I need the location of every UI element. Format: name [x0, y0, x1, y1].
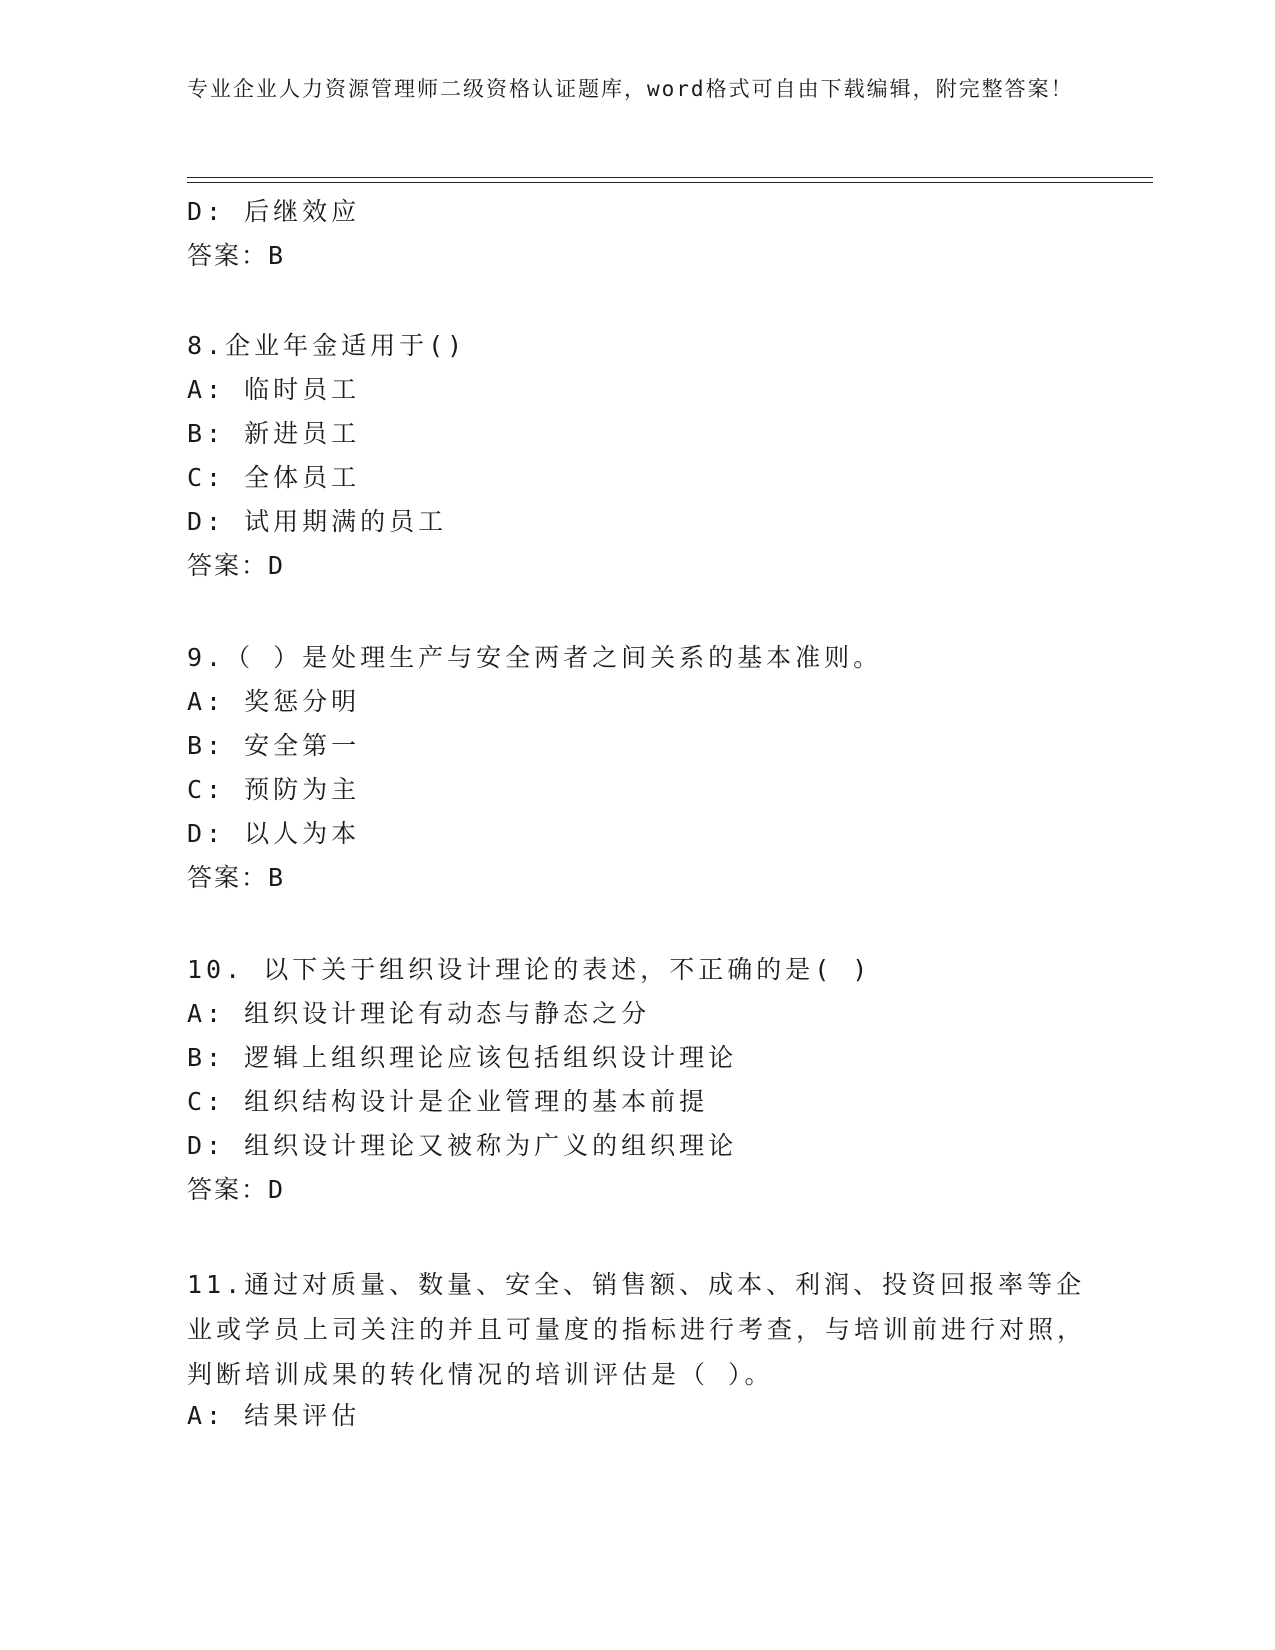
question-8-option-c: C: 全体员工 [187, 463, 361, 492]
question-11-option-a: A: 结果评估 [187, 1401, 361, 1430]
question-9-option-c: C: 预防为主 [187, 775, 361, 804]
question-10-option-d: D: 组织设计理论又被称为广义的组织理论 [187, 1131, 738, 1160]
question-8-option-d: D: 试用期满的员工 [187, 507, 448, 536]
header-divider-bottom [187, 182, 1153, 183]
question-8-answer: 答案：D [187, 551, 286, 580]
question-8-option-b: B: 新进员工 [187, 419, 361, 448]
answer: 答案：B [187, 241, 286, 270]
question-9-option-b: B: 安全第一 [187, 731, 361, 760]
question-9-answer: 答案：B [187, 863, 286, 892]
question-8-stem: 8.企业年金适用于() [187, 331, 467, 360]
question-10-option-c: C: 组织结构设计是企业管理的基本前提 [187, 1087, 709, 1116]
option-d: D: 后继效应 [187, 197, 361, 226]
header-divider-top [187, 177, 1153, 178]
question-10-option-b: B: 逻辑上组织理论应该包括组织设计理论 [187, 1043, 738, 1072]
question-8-option-a: A: 临时员工 [187, 375, 361, 404]
document-header: 专业企业人力资源管理师二级资格认证题库，word格式可自由下载编辑，附完整答案！ [187, 77, 1074, 101]
question-10-option-a: A: 组织设计理论有动态与静态之分 [187, 999, 651, 1028]
question-9-option-d: D: 以人为本 [187, 819, 361, 848]
question-10-answer: 答案：D [187, 1175, 286, 1204]
question-10-stem: 10. 以下关于组织设计理论的表述，不正确的是( ) [187, 955, 872, 984]
question-11-stem: 11.通过对质量、数量、安全、销售额、成本、利润、投资回报率等企业或学员上司关注的并且可量度的指标进行考查，与培训前进行对照，判断培训成果的转化情况的培训评估是（ ）。 [187, 1270, 1087, 1389]
question-9-stem: 9.（ ）是处理生产与安全两者之间关系的基本准则。 [187, 643, 883, 672]
question-9-option-a: A: 奖惩分明 [187, 687, 361, 716]
